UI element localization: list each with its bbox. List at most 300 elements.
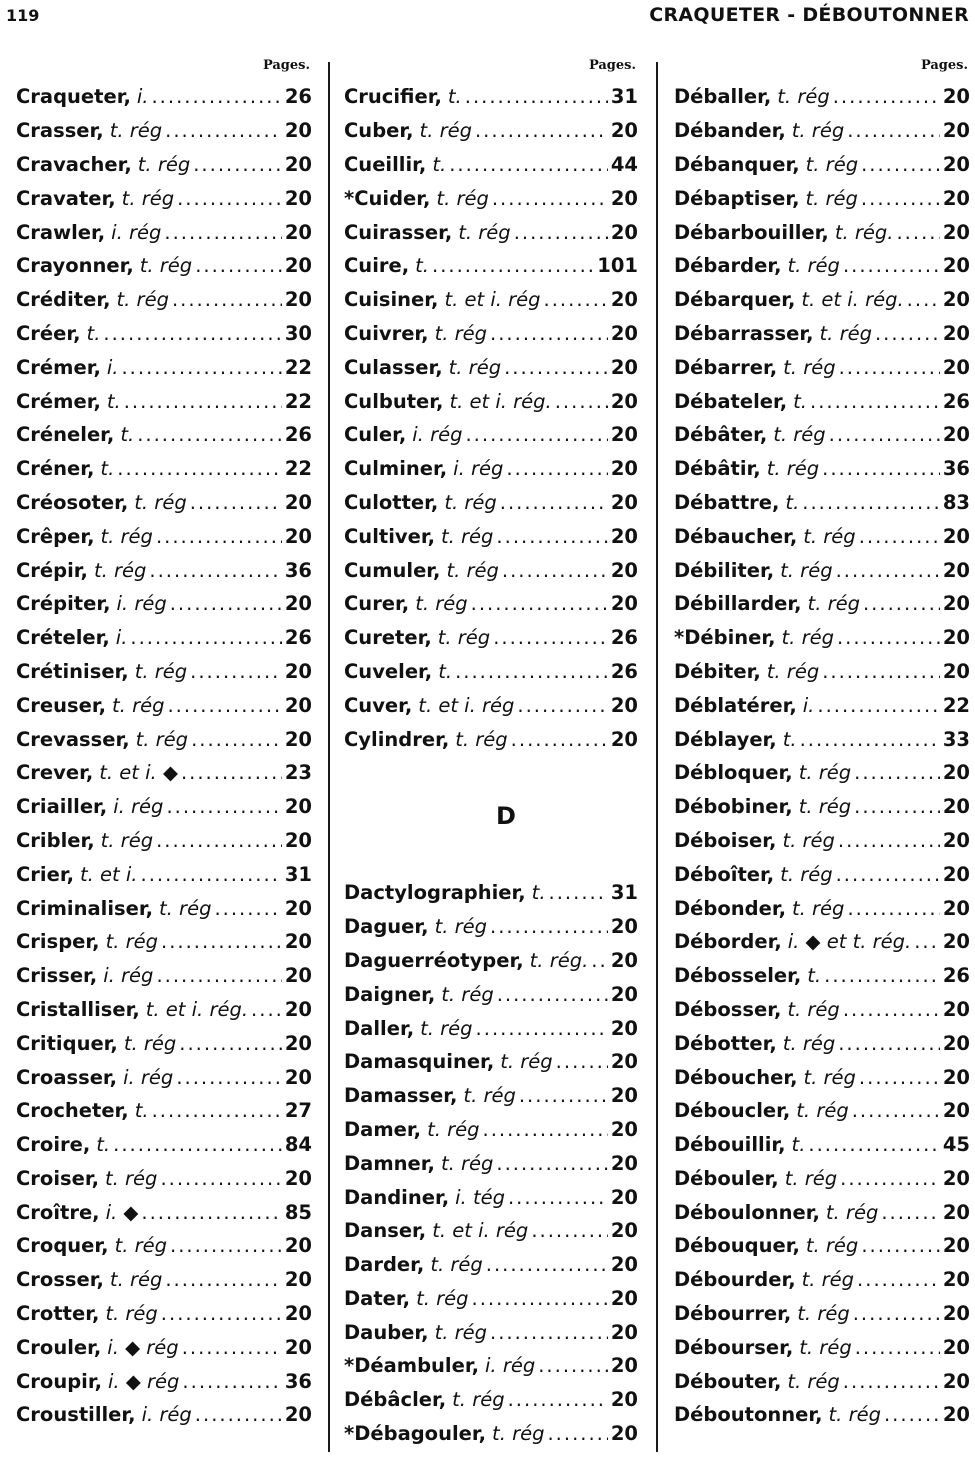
page-reference: 20 (284, 828, 312, 852)
verb-entry (674, 80, 970, 114)
verb-name: Dandiner, (344, 1185, 450, 1209)
verb-name: Cristalliser, (16, 997, 140, 1021)
column-2 (344, 58, 638, 1450)
verb-entry (344, 519, 638, 553)
verb-entry (674, 1330, 970, 1364)
dot-leader (493, 626, 608, 649)
grammar-note: t. (120, 423, 135, 447)
page-reference: 20 (610, 1151, 638, 1175)
grammar-note: t. rég (828, 1403, 881, 1427)
page-reference: 20 (284, 152, 312, 176)
dot-leader (490, 1321, 608, 1344)
page-reference: 20 (284, 254, 312, 278)
verb-entry (16, 1263, 312, 1297)
verb-entry (16, 486, 312, 520)
grammar-note: t. rég (441, 982, 494, 1006)
verb-name: Curer, (344, 592, 410, 616)
verb-name: Cuirasser, (344, 220, 453, 244)
page-reference: 26 (284, 626, 312, 650)
dot-leader (113, 1133, 282, 1156)
grammar-note: t. et i. rég. (449, 389, 552, 413)
dot-leader (875, 322, 940, 345)
page-reference: 20 (610, 982, 638, 1006)
page-reference: 20 (942, 321, 970, 345)
verb-name: Créditer, (16, 288, 111, 312)
page-reference: 20 (610, 389, 638, 413)
verb-entry (344, 655, 638, 689)
dot-leader (179, 1032, 282, 1055)
verb-name: Crier, (16, 862, 74, 886)
dot-leader (455, 660, 608, 683)
dot-leader (170, 592, 282, 615)
grammar-note: t. rég (777, 85, 830, 109)
dot-leader (156, 525, 282, 548)
grammar-note: t. (438, 659, 453, 683)
verb-name: Dactylographier, (344, 881, 526, 905)
grammar-note: t. rég (797, 1302, 850, 1326)
pages-label: Pages. (588, 58, 636, 73)
verb-name: Cureter, (344, 626, 432, 650)
dot-leader (508, 1388, 608, 1411)
dot-leader (859, 525, 940, 548)
dot-leader (182, 1336, 282, 1359)
verb-entry (16, 891, 312, 925)
grammar-note: t. et i. rég. (145, 997, 249, 1021)
dot-leader (852, 1099, 940, 1122)
verb-entry (344, 181, 638, 215)
verb-entry (344, 215, 638, 249)
verb-name: Daguerréotyper, (344, 948, 524, 972)
pages-label: Pages. (920, 58, 968, 73)
grammar-note: t. rég (440, 524, 494, 548)
verb-name: Crépiter, (16, 592, 111, 616)
dot-leader (538, 1354, 608, 1377)
grammar-note: t. rég (444, 490, 497, 514)
dot-leader (810, 390, 940, 413)
page-reference: 20 (610, 1084, 638, 1108)
verb-name: Cuire, (344, 254, 410, 278)
dot-leader (449, 153, 608, 176)
page-reference: 20 (610, 1354, 638, 1378)
page-reference: 20 (610, 1286, 638, 1310)
verb-name: Créer, (16, 321, 81, 345)
dot-leader (151, 85, 281, 108)
page-reference: 26 (942, 389, 970, 413)
verb-entry (16, 80, 312, 114)
page-reference: 26 (610, 659, 638, 683)
verb-name: Culasser, (344, 355, 443, 379)
page-reference: 20 (284, 727, 312, 751)
dot-leader (855, 1336, 940, 1359)
dot-leader (166, 795, 281, 818)
page-reference: 20 (942, 1234, 970, 1258)
entry-list-d (344, 876, 638, 1451)
page-reference: 20 (610, 1050, 638, 1074)
dot-leader (181, 761, 282, 784)
grammar-note: t. rég (805, 152, 859, 176)
verb-name: Débander, (674, 119, 786, 143)
grammar-note: i. rég (123, 1065, 174, 1089)
page-reference: 84 (284, 1133, 312, 1157)
dot-leader (160, 1167, 281, 1190)
grammar-note: t. rég (437, 626, 491, 650)
verb-name: Débloquer, (674, 761, 793, 785)
verb-name: Déboucler, (674, 1099, 791, 1123)
verb-entry (344, 944, 638, 978)
page-reference: 20 (942, 997, 970, 1021)
grammar-note: t. rég (415, 592, 468, 616)
verb-entry (674, 756, 970, 790)
verb-name: Créosoter, (16, 490, 129, 514)
verb-entry (344, 1011, 638, 1045)
verb-name: Croire, (16, 1133, 91, 1157)
page-reference: 20 (610, 490, 638, 514)
page-reference: 20 (610, 1016, 638, 1040)
verb-name: Crisser, (16, 964, 98, 988)
page-reference: 44 (610, 152, 638, 176)
verb-entry (674, 959, 970, 993)
verb-name: Débosser, (674, 997, 782, 1021)
page-reference: 33 (942, 727, 970, 751)
verb-entry (674, 519, 970, 553)
page-reference: 20 (942, 288, 970, 312)
grammar-note: t. rég (798, 795, 852, 819)
dot-leader (167, 694, 281, 717)
verb-entry (674, 587, 970, 621)
page-reference: 20 (284, 490, 312, 514)
verb-entry (344, 621, 638, 655)
verb-name: Cuisiner, (344, 288, 439, 312)
verb-name: Croître, (16, 1200, 100, 1224)
verb-entry (674, 1162, 970, 1196)
grammar-note: t. rég (805, 186, 858, 210)
dot-leader (556, 1050, 608, 1073)
grammar-note: t. rég (105, 1302, 158, 1326)
page-reference: 31 (284, 862, 312, 886)
grammar-note: t. rég (463, 1084, 516, 1108)
grammar-note: i. rég (116, 592, 167, 616)
grammar-note: t. rég (123, 1031, 177, 1055)
dot-leader (475, 119, 608, 142)
verb-name: Crisper, (16, 930, 100, 954)
page-reference: 20 (942, 1065, 970, 1089)
grammar-note: i. ◆ rég (108, 1369, 180, 1393)
dot-leader (476, 1017, 608, 1040)
verb-name: Créneler, (16, 423, 115, 447)
verb-name: Craqueter, (16, 85, 131, 109)
page-reference: 20 (610, 355, 638, 379)
page-reference: 31 (610, 85, 638, 109)
verb-entry (674, 452, 970, 486)
page-reference: 83 (942, 490, 970, 514)
dot-leader (161, 930, 282, 953)
page-reference: 23 (284, 761, 312, 785)
verb-name: Darder, (344, 1253, 425, 1277)
page-reference: 20 (610, 186, 638, 210)
verb-entry (344, 80, 638, 114)
page-reference: 20 (284, 524, 312, 548)
dot-leader (193, 153, 282, 176)
verb-entry (674, 925, 970, 959)
verb-entry (674, 215, 970, 249)
grammar-note: i. rég (412, 423, 463, 447)
grammar-note: t. rég (134, 490, 187, 514)
grammar-note: t. rég (799, 1335, 852, 1359)
dot-leader (496, 525, 607, 548)
grammar-note: t. rég (787, 997, 840, 1021)
pages-label: Pages. (262, 58, 310, 73)
verb-entry (16, 722, 312, 756)
verb-name: Déboucher, (674, 1065, 798, 1089)
verb-name: *Déambuler, (344, 1354, 479, 1378)
verb-name: Crételer, (16, 626, 110, 650)
page-reference: 20 (610, 1253, 638, 1277)
dot-leader (843, 1370, 940, 1393)
grammar-note: t. rég (105, 1166, 158, 1190)
dot-leader (881, 1201, 940, 1224)
verb-name: Débouquer, (674, 1234, 800, 1258)
page-reference: 20 (942, 355, 970, 379)
verb-entry (674, 790, 970, 824)
grammar-note: i. ◆ et t. rég. (787, 930, 912, 954)
page-reference: 20 (942, 1031, 970, 1055)
verb-name: Damer, (344, 1117, 422, 1141)
column-3 (674, 58, 970, 1432)
verb-entry (674, 824, 970, 858)
dot-leader (506, 457, 607, 480)
verb-name: Crawler, (16, 220, 106, 244)
dot-leader (802, 491, 940, 514)
dot-leader (549, 881, 608, 904)
grammar-note: t. rég (819, 321, 872, 345)
verb-name: Crémer, (16, 355, 101, 379)
column-1 (16, 58, 312, 1432)
verb-name: Crosser, (16, 1268, 104, 1292)
verb-name: Déboulonner, (674, 1200, 820, 1224)
dot-leader (839, 356, 940, 379)
verb-entry (674, 1398, 970, 1432)
grammar-note: t. et i. ◆ (99, 761, 178, 785)
page-reference: 20 (610, 119, 638, 143)
page-reference: 26 (284, 423, 312, 447)
grammar-note: t. rég (112, 693, 165, 717)
dot-leader (863, 592, 940, 615)
dot-leader (914, 930, 940, 953)
verb-entry (16, 1364, 312, 1398)
dot-leader (465, 85, 608, 108)
dot-leader (884, 1403, 940, 1426)
grammar-note: t. rég (783, 355, 836, 379)
verb-name: Damasser, (344, 1084, 458, 1108)
verb-entry (344, 876, 638, 910)
page-reference: 20 (610, 423, 638, 447)
dot-leader (817, 694, 939, 717)
page-reference: 20 (610, 1388, 638, 1412)
verb-entry (344, 1315, 638, 1349)
dot-leader (149, 559, 281, 582)
verb-entry (344, 249, 638, 283)
dot-leader (156, 829, 282, 852)
verb-name: Débourser, (674, 1335, 794, 1359)
verb-name: Criminaliser, (16, 896, 154, 920)
dot-leader (121, 356, 281, 379)
page-reference: 20 (942, 626, 970, 650)
verb-entry (674, 1026, 970, 1060)
verb-name: Crayonner, (16, 254, 134, 278)
page-reference: 20 (284, 693, 312, 717)
dot-leader (508, 1186, 608, 1209)
grammar-note: i. rég (141, 1403, 192, 1427)
grammar-note: t. (96, 1133, 111, 1157)
dot-leader (214, 897, 281, 920)
grammar-note: t. rég. (529, 948, 589, 972)
verb-name: Débonder, (674, 896, 786, 920)
page-reference: 20 (284, 659, 312, 683)
grammar-note: t. rég (766, 457, 820, 481)
grammar-note: t. rég (116, 288, 169, 312)
page-reference: 20 (284, 288, 312, 312)
verb-name: Déballer, (674, 85, 772, 109)
grammar-note: t. rég (787, 1369, 840, 1393)
page-reference: 20 (942, 1403, 970, 1427)
verb-entry (674, 181, 970, 215)
page-reference: 20 (942, 761, 970, 785)
grammar-note: t. rég (784, 1166, 838, 1190)
verb-entry (344, 1180, 638, 1214)
dot-leader (182, 1370, 281, 1393)
dot-leader (861, 1234, 940, 1257)
grammar-note: t. rég (114, 1234, 167, 1258)
page-reference: 20 (942, 186, 970, 210)
dot-leader (141, 1201, 281, 1224)
verb-name: Cravacher, (16, 152, 132, 176)
dot-leader (251, 998, 282, 1021)
page-reference: 20 (610, 1422, 638, 1446)
verb-entry (16, 1162, 312, 1196)
grammar-note: t. rég (434, 1320, 488, 1344)
page-reference: 20 (610, 693, 638, 717)
grammar-note: t. rég (448, 355, 502, 379)
grammar-note: t. rég (446, 558, 499, 582)
verb-name: Crétiniser, (16, 659, 129, 683)
page-reference: 20 (942, 558, 970, 582)
verb-entry (16, 418, 312, 452)
grammar-note: t. (531, 881, 546, 905)
grammar-note: t. rég (159, 896, 212, 920)
grammar-note: t. rég (782, 1031, 836, 1055)
grammar-note: t. rég (452, 1388, 505, 1412)
verb-entry (674, 722, 970, 756)
dot-leader (170, 1234, 282, 1257)
page-reference: 20 (942, 828, 970, 852)
page-reference: 20 (284, 1234, 312, 1258)
verb-name: Damner, (344, 1151, 435, 1175)
page-reference: 20 (942, 659, 970, 683)
dot-leader (836, 863, 940, 886)
page-reference: 22 (284, 355, 312, 379)
verb-name: Débotter, (674, 1031, 777, 1055)
dot-leader (472, 1287, 608, 1310)
verb-entry (16, 1229, 312, 1263)
verb-entry (674, 148, 970, 182)
page-reference: 20 (610, 948, 638, 972)
verb-name: Cuveler, (344, 659, 433, 683)
column-divider (328, 62, 330, 1452)
verb-name: Débarrasser, (674, 321, 814, 345)
dot-leader (857, 1268, 940, 1291)
dot-leader (165, 119, 282, 142)
verb-name: Crucifier, (344, 85, 442, 109)
grammar-note: t. rég (773, 423, 826, 447)
verb-entry (674, 384, 970, 418)
running-head: CRAQUETER - DÉBOUTONNER (649, 4, 969, 26)
grammar-note: i. tég (455, 1185, 505, 1209)
page-reference: 20 (610, 915, 638, 939)
verb-entry (674, 1297, 970, 1331)
verb-name: Dater, (344, 1286, 411, 1310)
page-reference: 20 (942, 1099, 970, 1123)
dot-leader (555, 390, 608, 413)
dot-leader (502, 559, 608, 582)
entry-list (344, 80, 638, 756)
verb-name: Créner, (16, 457, 95, 481)
page-reference: 20 (610, 1117, 638, 1141)
grammar-note: t. rég (803, 524, 856, 548)
dot-leader (847, 897, 939, 920)
verb-entry (16, 993, 312, 1027)
verb-entry (16, 857, 312, 891)
verb-name: Daller, (344, 1016, 415, 1040)
verb-name: Culbuter, (344, 389, 444, 413)
verb-name: Cumuler, (344, 558, 441, 582)
entry-list (674, 80, 970, 1432)
grammar-note: t. rég (137, 152, 191, 176)
grammar-note: t. (106, 389, 121, 413)
page-reference: 85 (284, 1200, 312, 1224)
verb-entry (344, 317, 638, 351)
page-reference: 27 (284, 1099, 312, 1123)
verb-entry (674, 1195, 970, 1229)
grammar-note: t. rég (782, 828, 835, 852)
verb-entry (344, 688, 638, 722)
dot-leader (117, 457, 282, 480)
grammar-note: t. rég (780, 862, 833, 886)
dot-leader (544, 288, 608, 311)
verb-name: Débiter, (674, 659, 761, 683)
page-reference: 26 (942, 964, 970, 988)
grammar-note: t. rég (134, 659, 188, 683)
grammar-note: t. rég (105, 930, 158, 954)
grammar-note: t. (432, 152, 447, 176)
verb-name: Cravater, (16, 186, 116, 210)
verb-name: Danser, (344, 1219, 427, 1243)
verb-name: Débattre, (674, 490, 780, 514)
dot-leader (190, 491, 282, 514)
grammar-note: t. (793, 389, 808, 413)
verb-entry (344, 1282, 638, 1316)
verb-name: Débâcler, (344, 1388, 447, 1412)
dot-leader (172, 288, 282, 311)
grammar-note: t. rég (500, 1050, 553, 1074)
dot-leader (490, 322, 608, 345)
verb-name: Débarbouiller, (674, 220, 829, 244)
verb-entry (16, 925, 312, 959)
grammar-note: t. rég (801, 1268, 855, 1292)
page-reference: 20 (284, 1302, 312, 1326)
verb-entry (674, 993, 970, 1027)
dot-leader (137, 423, 282, 446)
grammar-note: t. rég (100, 524, 153, 548)
